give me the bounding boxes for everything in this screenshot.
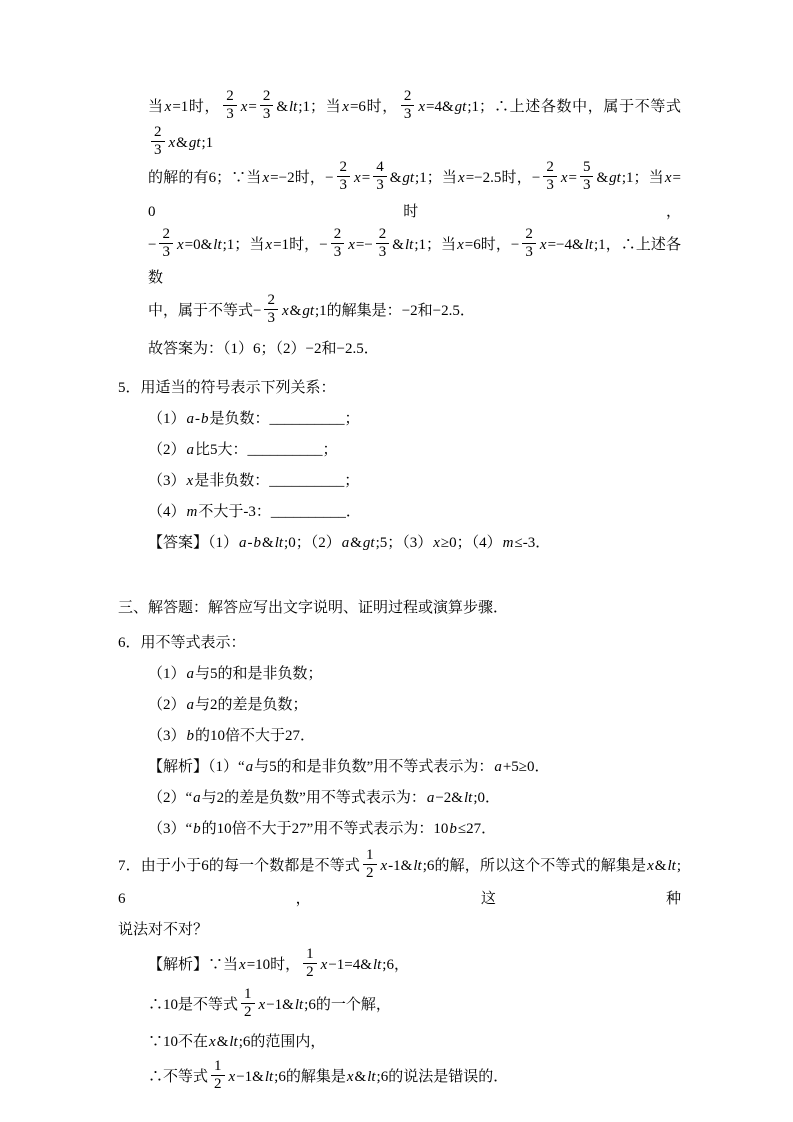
fraction-numerator: 2 — [226, 88, 234, 104]
math-run: a — [245, 758, 254, 775]
fraction — [522, 226, 536, 262]
fraction-numerator: 2 — [154, 123, 162, 140]
text-run: ，这种 — [125, 891, 681, 907]
fraction — [211, 1058, 225, 1094]
math-run: a — [186, 696, 195, 713]
fraction — [580, 159, 594, 195]
text-run: ；当 — [426, 170, 458, 187]
math-run: x=− — [348, 236, 373, 253]
text-run: ；当 — [234, 236, 265, 253]
fraction-denominator: 3 — [337, 176, 351, 194]
text-run: ∴不等式 — [148, 1069, 209, 1086]
text-run: 三、解答题：解答应写出文字说明、证明过程或演算步骤． — [118, 599, 509, 616]
math-run: a — [186, 441, 195, 458]
text-run: ；（3） — [387, 534, 433, 551]
math-run: &gt;1 — [389, 170, 427, 187]
fraction — [151, 124, 165, 160]
fraction-denominator: 2 — [211, 1075, 225, 1093]
math-run: −2.5 — [336, 340, 364, 357]
item-6-analysis-1 — [118, 752, 681, 783]
text-run: 【答案】（1） — [148, 534, 239, 551]
text-run: ． — [481, 820, 497, 837]
math-run: a — [186, 665, 195, 682]
fraction — [241, 986, 255, 1022]
item-7-analysis-2 — [118, 985, 681, 1024]
text-run: （3） — [148, 727, 186, 744]
text-run: 是非负数：__________； — [194, 472, 360, 489]
math-run: x=−4&lt;1 — [539, 236, 606, 253]
text-run: （2）“ — [148, 789, 193, 806]
solution-line-2 — [118, 161, 681, 228]
text-run: （4） — [148, 503, 186, 520]
math-run: x&gt;1 — [168, 134, 214, 151]
fraction — [376, 226, 390, 262]
text-run: ． — [363, 340, 379, 357]
text-run: 时， — [270, 957, 301, 974]
item-6-analysis-2 — [118, 783, 681, 814]
item-7-analysis-3 — [118, 1027, 681, 1058]
solution-line-1 — [118, 90, 681, 161]
fraction-denominator: 3 — [264, 309, 278, 327]
fraction — [331, 226, 345, 262]
fraction-numerator: 2 — [333, 225, 342, 242]
math-run: x=10 — [239, 957, 271, 974]
fraction-numerator: 5 — [582, 159, 591, 175]
fraction-denominator: 3 — [401, 105, 415, 123]
text-run: 的范围内， — [250, 1034, 326, 1050]
fraction-numerator: 2 — [162, 225, 170, 242]
math-run: − — [253, 303, 262, 320]
text-run: 中，属于不等式 — [148, 303, 254, 320]
fraction-denominator: 3 — [376, 243, 390, 261]
item-5-sub-4 — [118, 497, 681, 528]
text-run: （2） — [148, 441, 186, 458]
item-6-sub-2 — [118, 690, 681, 721]
solution-answer — [118, 334, 681, 365]
text-run: ∴10是不等式 — [148, 996, 239, 1013]
text-run: （2） — [148, 696, 186, 713]
text-run: ． — [534, 758, 550, 775]
fraction — [401, 88, 415, 124]
math-run: a-b&lt;0 — [239, 534, 296, 551]
text-run: 时， — [155, 203, 681, 220]
item-7-line-1 — [118, 846, 681, 916]
fraction-denominator: 3 — [223, 105, 237, 123]
text-run: 5．用适当的符号表示下列关系： — [118, 379, 336, 396]
fraction-denominator: 3 — [522, 243, 536, 261]
fraction-numerator: 2 — [403, 88, 412, 104]
math-run: − — [148, 236, 157, 253]
fraction-numerator: 2 — [378, 225, 387, 242]
fraction — [159, 226, 173, 262]
text-run: 比5大：__________； — [195, 441, 338, 458]
text-run: 的解，所以这个不等式的解集是 — [434, 857, 647, 874]
math-run: x-1&lt;6 — [380, 857, 435, 874]
text-run: ；（2） — [295, 534, 341, 551]
item-7-line-2 — [118, 915, 681, 946]
math-run: m≤-3 — [502, 534, 536, 551]
fraction — [543, 159, 557, 195]
math-run: x&lt;6 — [209, 1034, 251, 1050]
text-run: 时， — [365, 99, 398, 116]
fraction-denominator: 2 — [241, 1003, 255, 1021]
text-run: （3）“ — [148, 820, 193, 837]
text-run: 的解集是： — [326, 303, 402, 320]
math-run: x= — [354, 170, 371, 187]
solution-line-3 — [118, 225, 681, 295]
text-run: 与2的差是负数”用不等式表示为： — [201, 789, 426, 806]
math-run: a−2&lt;0 — [426, 789, 485, 806]
item-7-analysis-4 — [118, 1060, 681, 1096]
fraction — [260, 88, 274, 124]
text-run: 6．用不等式表示： — [118, 634, 246, 651]
math-run: b — [193, 820, 201, 837]
item-5-answer — [118, 528, 681, 559]
math-run: b — [186, 727, 195, 744]
text-run: ；当 — [633, 170, 664, 187]
math-run: −2.5 — [432, 303, 460, 320]
item-5-sub-3 — [118, 466, 681, 497]
item-6-sub-1 — [118, 659, 681, 690]
math-run: x&lt;6 — [118, 857, 681, 907]
fraction — [264, 292, 278, 328]
fraction-numerator: 2 — [546, 159, 554, 175]
text-run: 的10倍不大于27． — [195, 727, 316, 744]
fraction — [303, 946, 317, 982]
text-run: 的10倍不大于27”用不等式表示为： — [201, 820, 434, 837]
math-run: x=1 — [265, 236, 290, 253]
math-run: &lt;1 — [276, 99, 311, 116]
item-6-analysis-3 — [118, 814, 681, 845]
fraction-denominator: 3 — [580, 176, 594, 194]
text-run: 7．由于小于6的每一个数都是不等式 — [118, 857, 360, 874]
math-run: −2 — [305, 340, 322, 357]
math-run: x&lt;6 — [346, 1069, 389, 1086]
text-run: 的说法是错误的． — [388, 1069, 509, 1086]
fraction-numerator: 1 — [306, 946, 314, 962]
fraction-numerator: 4 — [376, 159, 384, 175]
fraction — [223, 88, 237, 124]
math-run: x=6 — [457, 236, 481, 253]
math-run: a-b — [186, 410, 209, 427]
fraction-numerator: 2 — [267, 292, 275, 308]
math-run: x&gt;1 — [281, 303, 327, 320]
text-run: ． — [535, 534, 551, 551]
text-run: （3） — [148, 472, 186, 489]
text-run: 时， — [501, 170, 532, 187]
text-run: ． — [485, 789, 501, 806]
fraction-numerator: 1 — [366, 846, 374, 863]
item-7-analysis-1 — [118, 948, 681, 984]
math-run: −2 — [401, 303, 418, 320]
text-run: 和 — [321, 340, 337, 357]
math-run: x=1 — [164, 99, 189, 116]
text-run: 说法对不对？ — [118, 922, 209, 938]
math-run: − — [325, 170, 334, 187]
text-run: ，∴上述各数 — [148, 236, 681, 286]
fraction — [363, 847, 377, 883]
text-run: 时， — [480, 236, 511, 253]
fraction — [373, 159, 387, 195]
text-run: 故答案为：（1）6；（2） — [148, 340, 306, 357]
fraction-numerator: 2 — [525, 225, 533, 242]
text-run: （1） — [148, 665, 186, 682]
fraction-denominator: 3 — [543, 176, 557, 194]
text-run: 和 — [417, 303, 433, 320]
fraction-denominator: 3 — [331, 243, 345, 261]
fraction-denominator: 2 — [363, 864, 377, 882]
math-run: x=−2 — [262, 170, 295, 187]
item-5-sub-2 — [118, 435, 681, 466]
text-run: （1） — [148, 410, 186, 427]
math-run: x=0 — [148, 170, 681, 220]
math-run: 10b≤27 — [433, 820, 482, 837]
math-run: x= — [240, 99, 257, 116]
text-run: ；当 — [425, 236, 457, 253]
text-run: 时， — [289, 236, 320, 253]
fraction-numerator: 1 — [244, 985, 252, 1002]
text-run: 与2的差是负数； — [195, 696, 308, 713]
text-run: 时， — [294, 170, 326, 187]
document-body — [118, 90, 681, 1096]
fraction-denominator: 2 — [303, 963, 317, 981]
fraction-denominator: 3 — [151, 141, 165, 159]
fraction-denominator: 3 — [373, 176, 387, 194]
text-run: 与5的和是非负数”用不等式表示为： — [254, 758, 494, 775]
text-run: ；当 — [310, 99, 342, 116]
fraction-denominator: 3 — [260, 105, 274, 123]
math-run: &lt;1 — [392, 236, 426, 253]
text-run: 当 — [148, 99, 164, 116]
math-run: a+5≥0 — [494, 758, 535, 775]
math-run: x — [186, 472, 194, 489]
fraction — [337, 159, 351, 195]
math-run: x=−2.5 — [458, 170, 502, 187]
text-run: 与5的和是非负数； — [195, 665, 323, 682]
text-run: ；（4） — [456, 534, 502, 551]
item-6-sub-3 — [118, 721, 681, 752]
text-run: 时， — [188, 99, 221, 116]
math-run: x= — [560, 170, 577, 187]
math-run: x−1&lt;6 — [228, 1069, 286, 1086]
text-run: 的解的有6；∵当 — [148, 170, 262, 187]
text-run: 不大于-3：__________． — [198, 503, 361, 520]
math-run: x≥0 — [433, 534, 457, 551]
text-run: 【解析】（1）“ — [148, 758, 245, 775]
item-6 — [118, 628, 681, 659]
text-run: 的一个解， — [315, 996, 391, 1013]
item-5-sub-1 — [118, 404, 681, 435]
text-run: 是负数：__________； — [209, 410, 360, 427]
text-run: ∵10不在 — [148, 1034, 209, 1050]
text-run: 的解集是 — [285, 1069, 346, 1086]
text-run: ． — [459, 303, 475, 320]
math-run: x=4&gt;1 — [418, 99, 479, 116]
math-run: − — [510, 236, 520, 253]
section-3-header — [118, 593, 681, 624]
math-run: − — [531, 170, 541, 187]
math-run: a&gt;5 — [341, 534, 388, 551]
math-run: a — [193, 789, 201, 806]
fraction-numerator: 1 — [214, 1058, 222, 1074]
text-run: ， — [393, 957, 409, 974]
math-run: &gt;1 — [596, 170, 634, 187]
math-run: x=6 — [342, 99, 366, 116]
solution-line-4 — [118, 294, 681, 330]
fraction-denominator: 3 — [159, 243, 173, 261]
text-run: ；∴上述各数中，属于不等式 — [479, 99, 681, 116]
math-run: x−1&lt;6 — [258, 996, 316, 1013]
math-run: x=0&lt;1 — [176, 236, 235, 253]
math-run: − — [319, 236, 328, 253]
item-5 — [118, 373, 681, 404]
fraction-numerator: 2 — [262, 88, 271, 104]
math-run: x−1=4&lt;6 — [320, 957, 394, 974]
fraction-numerator: 2 — [339, 159, 348, 175]
text-run: 【解析】∵当 — [148, 957, 239, 974]
math-run: m — [186, 503, 198, 520]
